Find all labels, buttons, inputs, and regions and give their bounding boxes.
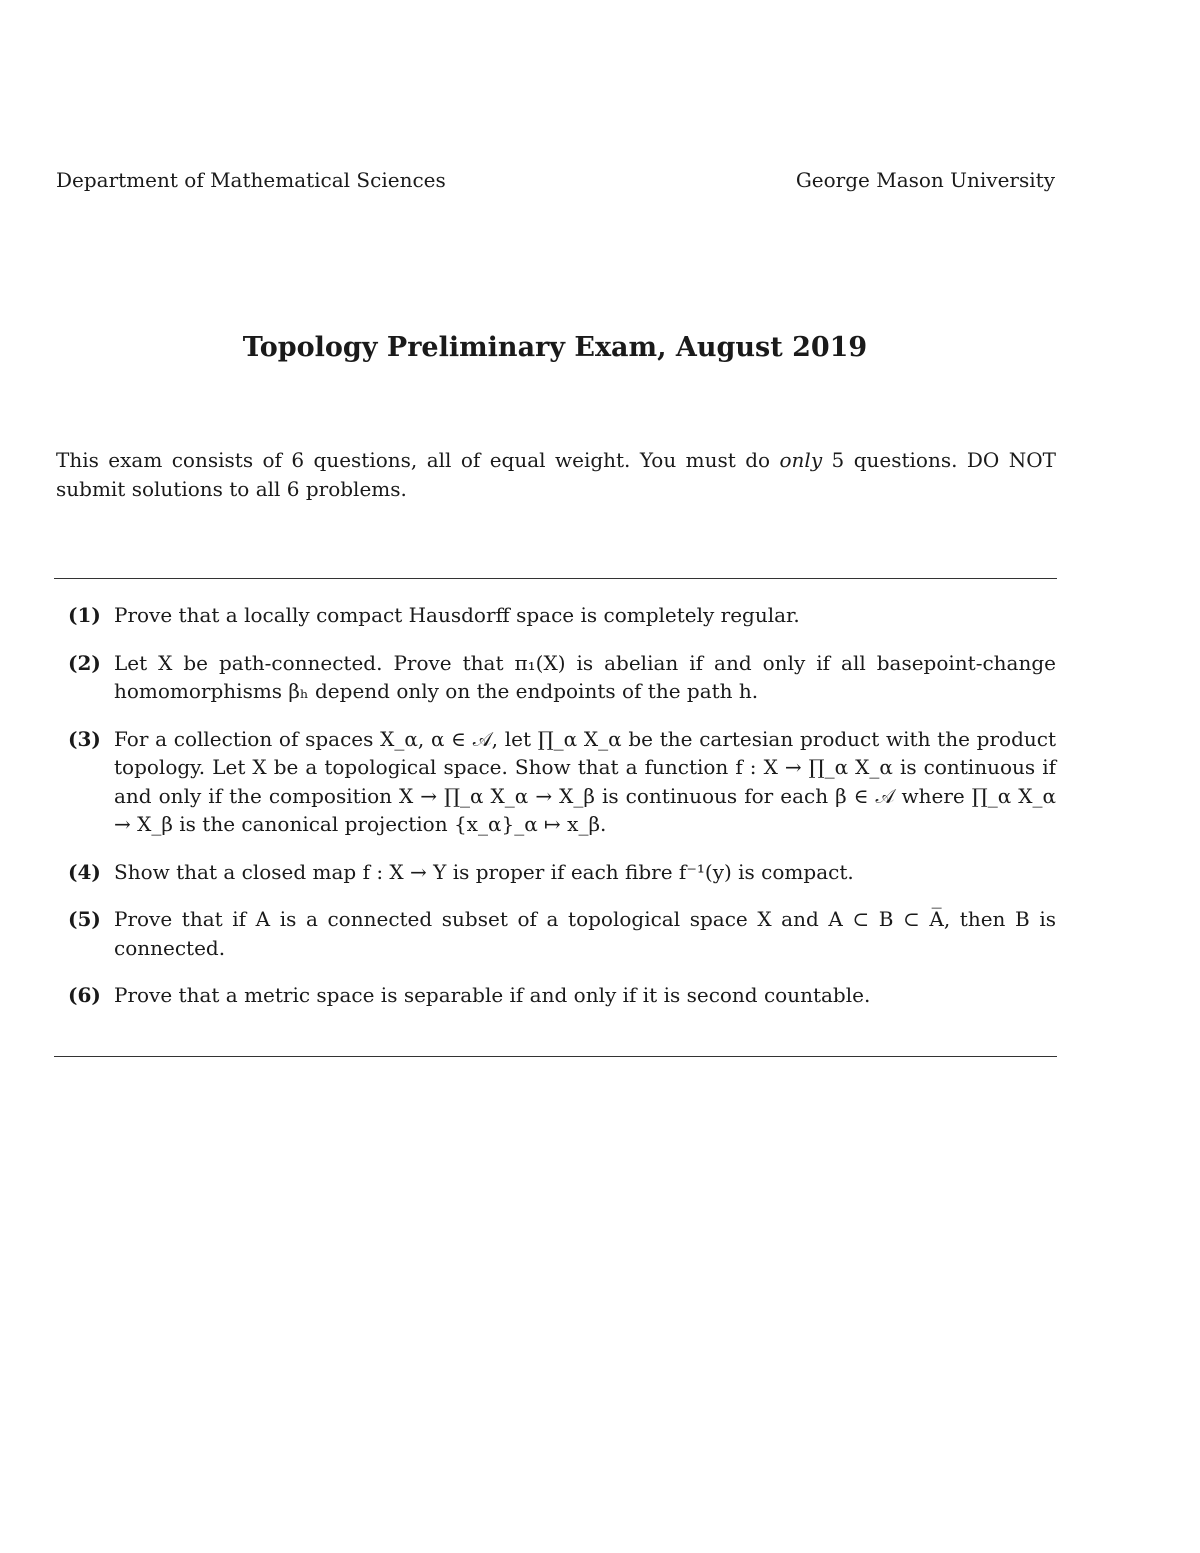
- problem-text: Prove that if A is a connected subset of a topological space X and A ⊂ B ⊂ A̅, then B is connected.: [114, 907, 1056, 960]
- problem-text: Let X be path-connected. Prove that π₁(X) is abelian if and only if all basepoint-change homomorphisms βₕ depend only on the endpoints of the path h.: [114, 650, 1056, 703]
- exam-instructions: [56, 446, 1056, 504]
- problem-1: [56, 601, 1056, 630]
- top-divider: [54, 578, 1057, 579]
- problem-number: (4): [68, 859, 101, 884]
- problem-text: Prove that a metric space is separable if and only if it is second countable.: [114, 983, 871, 1007]
- problem-text: For a collection of spaces X_α, α ∈ 𝒜, let ∏_α X_α be the cartesian product with the product topology. Let X be a topological space. Show that a function f : X → ∏_α X_α is continuous if and only if the composition X → ∏_α X_α → X_β is continuous for each β ∈ 𝒜 where ∏_α X_α → X_β is the canonical projection {x_α}_α ↦ x_β.: [114, 726, 1056, 836]
- problem-number: (2): [68, 650, 101, 675]
- problem-3: [56, 725, 1056, 839]
- problem-text: Show that a closed map f : X → Y is proper if each fibre f⁻¹(y) is compact.: [114, 859, 854, 884]
- problem-4: [56, 858, 1056, 887]
- problem-number: (1): [68, 603, 101, 627]
- instructions-part-1: This exam consists of 6 questions, all of equal weight. You must do: [56, 448, 780, 472]
- problem-number: (6): [68, 983, 101, 1007]
- problem-text: Prove that a locally compact Hausdorff space is completely regular.: [114, 603, 800, 627]
- problem-number: (5): [68, 907, 101, 931]
- university-name: George Mason University: [795, 168, 1055, 192]
- problem-5: [56, 905, 1056, 962]
- problem-number: (3): [68, 726, 101, 751]
- problem-6: [56, 981, 1056, 1010]
- department-name: Department of Mathematical Sciences: [56, 168, 446, 192]
- instructions-emphasis: only: [779, 448, 823, 472]
- problem-list: [56, 601, 1056, 1029]
- instructions-part-2: 5 questions. DO NOT submit solutions to all 6 problems.: [56, 448, 1056, 501]
- bottom-divider: [54, 1056, 1057, 1057]
- problem-2: [56, 649, 1056, 706]
- exam-title: Topology Preliminary Exam, August 2019: [242, 332, 868, 363]
